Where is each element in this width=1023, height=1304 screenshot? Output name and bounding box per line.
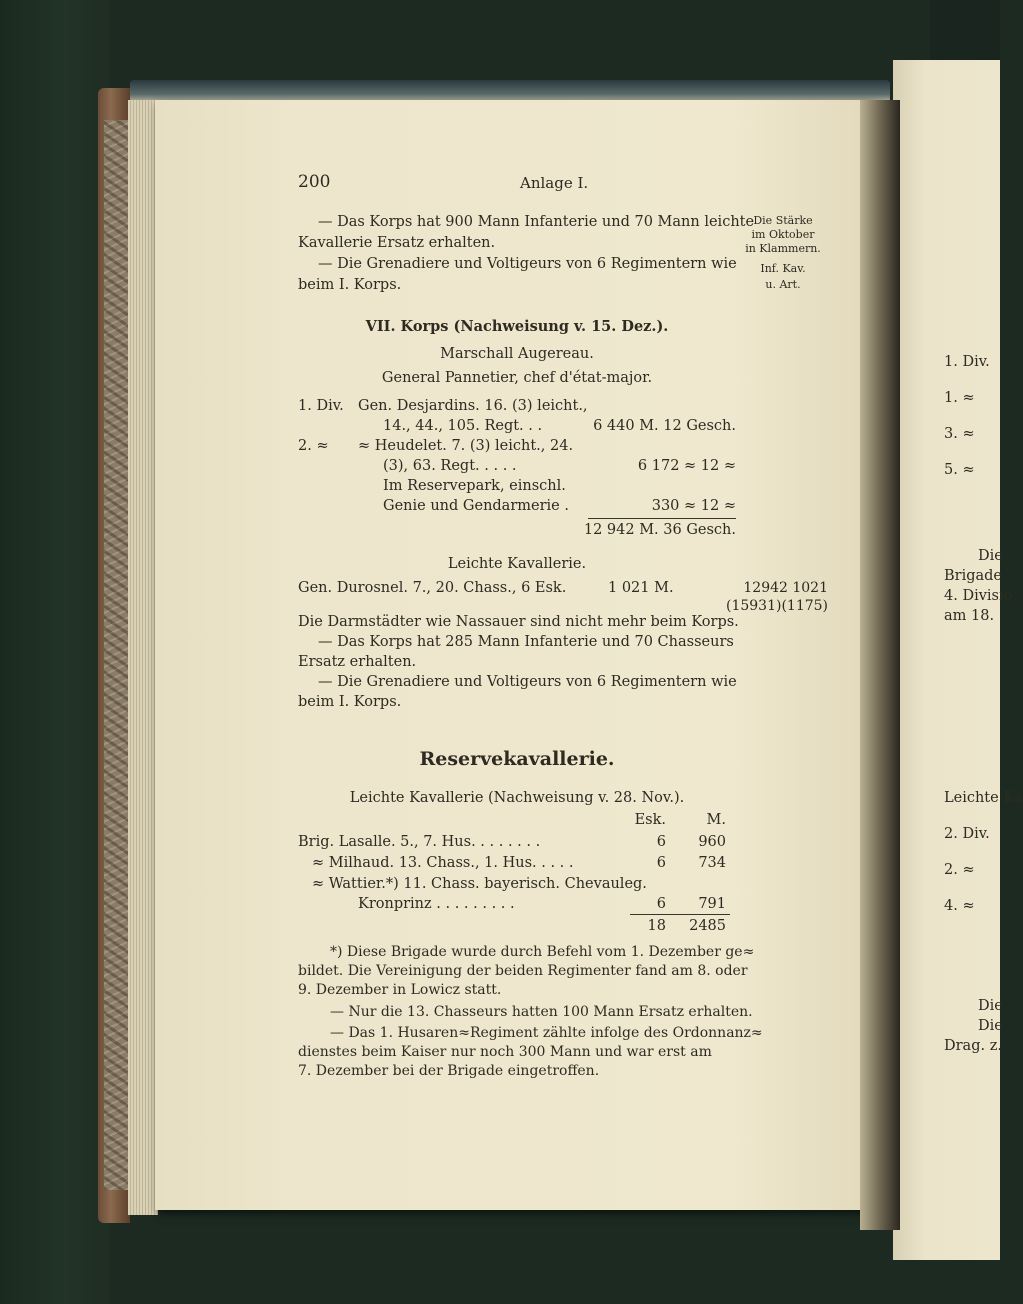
light-cav-totals-october: (15931)(1175) [725, 598, 828, 614]
right-page-fragment: am 18. [944, 608, 995, 624]
light-cav-amount: 1 021 M. [608, 580, 674, 596]
brigade-m: 791 [698, 896, 726, 912]
brigade-m: 960 [698, 834, 726, 850]
brigade-row: ≈ Milhaud. 13. Chass., 1. Hus. . . . . [312, 855, 574, 871]
column-header-m: M. [706, 812, 726, 828]
brigade-esk: 6 [656, 896, 666, 912]
background-left [0, 0, 110, 1304]
margin-note-line: Die Stärke [753, 214, 813, 227]
right-page-fragment: Die [978, 1018, 1003, 1034]
section-heading: Reservekavallerie. [419, 748, 615, 770]
margin-note-line: u. Art. [765, 278, 801, 291]
column-header-esk: Esk. [634, 812, 666, 828]
marbled-edge [104, 120, 128, 1190]
division-text: ≈ Heudelet. 7. (3) leicht., 24. [358, 438, 574, 454]
right-page-fragment: 4. Divisio [944, 588, 1013, 604]
brigade-row: Brig. Lasalle. 5., 7. Hus. . . . . . . . [298, 834, 541, 850]
division-amount: 6 172 ≈ 12 ≈ [637, 458, 736, 474]
margin-note-line: Inf. Kav. [760, 262, 806, 275]
book-gutter [860, 100, 900, 1230]
division-amount: 6 440 M. 12 Gesch. [593, 418, 736, 434]
division-text: Im Reservepark, einschl. [383, 478, 566, 494]
brigade-esk: 6 [656, 855, 666, 871]
footnote-line: *) Diese Brigade wurde durch Befehl vom 1. Dezember ge≈ [330, 944, 755, 960]
footnote-line: bildet. Die Vereinigung der beiden Regimenter fand am 8. oder [298, 963, 748, 979]
footnote-line: 7. Dezember bei der Brigade eingetroffen. [298, 1063, 600, 1079]
division-label: 1. Div. [298, 398, 344, 414]
total-m: 2485 [689, 918, 726, 934]
brigade-row: ≈ Wattier.*) 11. Chass. bayerisch. Chevauleg. [312, 876, 647, 892]
sum-rule [588, 518, 736, 519]
intro-line: — Das Korps hat 900 Mann Infanterie und 70 Mann leichte [318, 214, 755, 230]
right-page-fragment: Brigade [944, 568, 1003, 584]
corps-chief-of-staff: General Pannetier, chef d'état-major. [381, 370, 653, 386]
right-page-fragment: 2. ≈ [944, 862, 975, 878]
light-cav-row: Gen. Durosnel. 7., 20. Chass., 6 Esk. [298, 580, 567, 596]
intro-line: — Die Grenadiere und Voltigeurs von 6 Regimentern wie [318, 256, 737, 272]
right-page-fragment: 3. ≈ [944, 426, 975, 442]
margin-note-line: in Klammern. [745, 242, 821, 255]
page-number: 200 [298, 172, 331, 192]
light-cav-title: Leichte Kavallerie. [447, 556, 587, 572]
right-page-fragment: Drag. z. [944, 1038, 1002, 1054]
note-line: beim I. Korps. [298, 694, 402, 710]
note-line: Ersatz erhalten. [298, 654, 417, 670]
corps-total: 12 942 M. 36 Gesch. [583, 522, 736, 538]
intro-line: beim I. Korps. [298, 277, 402, 293]
right-page-fragment: Die [978, 998, 1003, 1014]
right-page [893, 60, 1003, 1260]
page-title: Anlage I. [520, 174, 589, 192]
section-subheading: Leichte Kavallerie (Nachweisung v. 28. Nov.). [349, 790, 685, 806]
division-text: 14., 44., 105. Regt. . . [383, 418, 543, 434]
right-page-fragment: 4. ≈ [944, 898, 975, 914]
brigade-row: Kronprinz . . . . . . . . . [358, 896, 515, 912]
division-amount: 330 ≈ 12 ≈ [651, 498, 736, 514]
footnote-line: — Das 1. Husaren≈Regiment zählte infolge des Ordonnanz≈ [330, 1025, 763, 1041]
note-line: — Das Korps hat 285 Mann Infanterie und 70 Chasseurs [318, 634, 734, 650]
right-page-fragment: Leichte Ka [944, 790, 1023, 806]
right-page-fragment: 2. Div. [944, 826, 990, 842]
footnote-line: 9. Dezember in Lowicz statt. [298, 982, 502, 998]
total-esk: 18 [647, 918, 666, 934]
corps-commander: Marschall Augereau. [440, 346, 594, 362]
page-edges [128, 100, 158, 1215]
note-line: — Die Grenadiere und Voltigeurs von 6 Regimentern wie [318, 674, 737, 690]
footnote-line: — Nur die 13. Chasseurs hatten 100 Mann Ersatz erhalten. [330, 1004, 753, 1020]
division-text: Gen. Desjardins. 16. (3) leicht., [358, 398, 588, 414]
brigade-m: 734 [698, 855, 726, 871]
division-text: (3), 63. Regt. . . . . [383, 458, 517, 474]
right-page-fragment: Die [978, 548, 1003, 564]
note-line: Die Darmstädter wie Nassauer sind nicht mehr beim Korps. [298, 614, 739, 630]
corps-title: VII. Korps (Nachweisung v. 15. Dez.). [365, 318, 669, 335]
division-text: Genie und Gendarmerie . [383, 498, 569, 514]
division-label: 2. ≈ [298, 438, 329, 454]
sum-rule [630, 914, 730, 915]
right-page-fragment: 1. Div. [944, 354, 990, 370]
right-page-fragment: 1. ≈ [944, 390, 975, 406]
margin-note-line: im Oktober [751, 228, 815, 241]
right-page-fragment: 5. ≈ [944, 462, 975, 478]
brigade-esk: 6 [656, 834, 666, 850]
light-cav-totals: 12942 1021 [743, 580, 828, 596]
intro-line: Kavallerie Ersatz erhalten. [298, 235, 496, 251]
footnote-line: dienstes beim Kaiser nur noch 300 Mann und war erst am [298, 1044, 712, 1060]
